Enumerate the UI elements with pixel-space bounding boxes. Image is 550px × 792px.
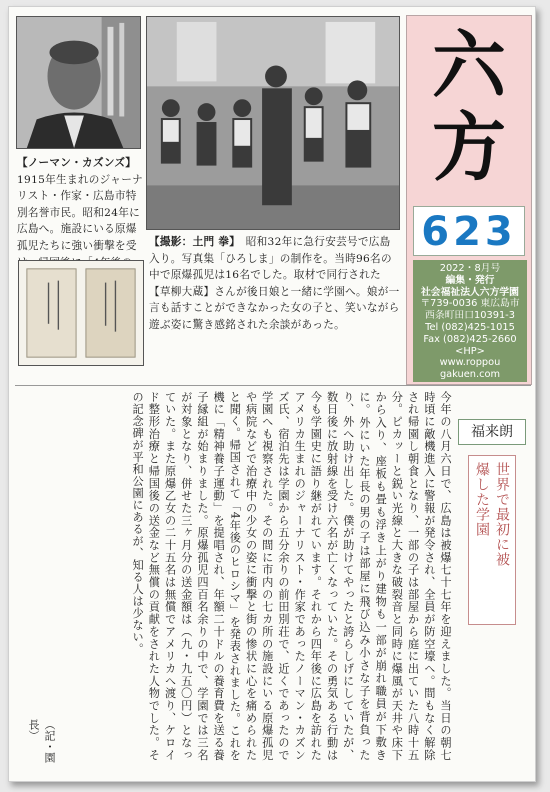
fax-number: Fax (082)425-2660 [423, 333, 517, 345]
books-photo [18, 260, 144, 366]
issue-number: 623 [421, 209, 517, 255]
masthead-title-line-2: 方 [432, 105, 506, 191]
masthead [406, 15, 532, 385]
article-body [25, 391, 453, 761]
article-headline [468, 455, 516, 625]
article-signature: （記・園長） [27, 719, 56, 763]
headline-line-1: 世界で最初に被 [494, 462, 510, 567]
publisher-name: 社会福祉法人六方学園 [421, 286, 519, 298]
portrait-caption: 【ノーマン・カズンズ】1915年生まれのジャーナリスト・作家・広島市特別名誉市民。昭和24年に広島へ。施設にいる原爆孤児たちに強い衝撃を受 [17, 157, 143, 252]
issue-number-box [413, 206, 525, 256]
url-line-2[interactable]: gakuen.com [439, 369, 501, 381]
group-photo-children [146, 16, 400, 230]
hp-label: <HP> [455, 345, 485, 357]
role-label: 編集・発行 [445, 274, 495, 286]
article-paragraph: 今年の八月六日で、広島は被爆七十七年を迎えました。当日の朝七時頃に敵機進入に警報が発令され、全員が防空壕へ。間もなく解除され帰園し朝食となり、一部の子は部屋から庭に出ていた八時十五分。ピカッーと鋭い光線と大きな破裂音と同時に爆風が天井や床下から入り、座板も畳も浮き上がり建物も一部が崩れ職員が下敷きに。外にいた年長の男の子は部屋に飛び込み小さな子を背負ったり、外へ助け出した。僕が助けてやったと誇らしげにしていたが、数日後に放射線を受け六名が亡くなっていた。その勇気ある行動は今も学園史に語り継がれています。それから四年後に広島を訪れたアメリカ生まれのジャーナリスト・作家であったノーマン・カズンズ氏、宿泊先は学園から五分余りの前田別荘で、近くであったので学園へも視察された。その間に市内の七カ所の施設にいる原爆孤児や病院などで治療中の少女の姿に衝撃と街の惨状に心を痛められたと聞く。帰国されて「4年後のヒロシマ」を発表されました。これを機に「精神養子運動」を提唱され、年額二十ドルの養育費を送る養子縁組が始まりました。原爆孤児四百名余りの中で、学園では三名が対象となり、併せた三ヶ月分の送金額は（九・九五〇円）となっていた。また原爆乙女の二十五名は無償でアメリカへ渡り、ケロイド整形治療と帰国後の送金など無償の貢献をされた人物でした。その記念碑が平和公園にあるが、知る人は少ない。 [131, 391, 452, 761]
url-line-1[interactable]: www.roppou [439, 357, 501, 369]
headline-line-2: 爆した学園 [474, 462, 490, 537]
issue-date: 2022・8月号 [439, 263, 501, 274]
street-address: 西条町田口10391-3 [425, 310, 515, 322]
group-photo-caption: 【撮影：土門 拳】 昭和32年に急行安芸号で広島入り。写真集「ひろしま」の制作を。当時96名の中で原爆孤児は16名でした。取材で同行された【草柳大蔵】さんが後日娘と一緒に学園へ。娘が一言も話すことができなかった女の子と、笑いながら遊ぶ姿に驚き感銘された余談があった。 [149, 236, 400, 331]
author-byline: 福来朗 [458, 419, 526, 445]
tel-number: Tel (082)425-1015 [425, 321, 515, 333]
publisher-info [413, 260, 527, 382]
newsletter-page [8, 6, 536, 782]
section-divider [15, 385, 531, 386]
postal-code: 〒739-0036 東広島市 [420, 298, 520, 310]
portrait-photo-norman-cousins [16, 16, 141, 149]
masthead-title-line-1: 六 [432, 23, 506, 109]
